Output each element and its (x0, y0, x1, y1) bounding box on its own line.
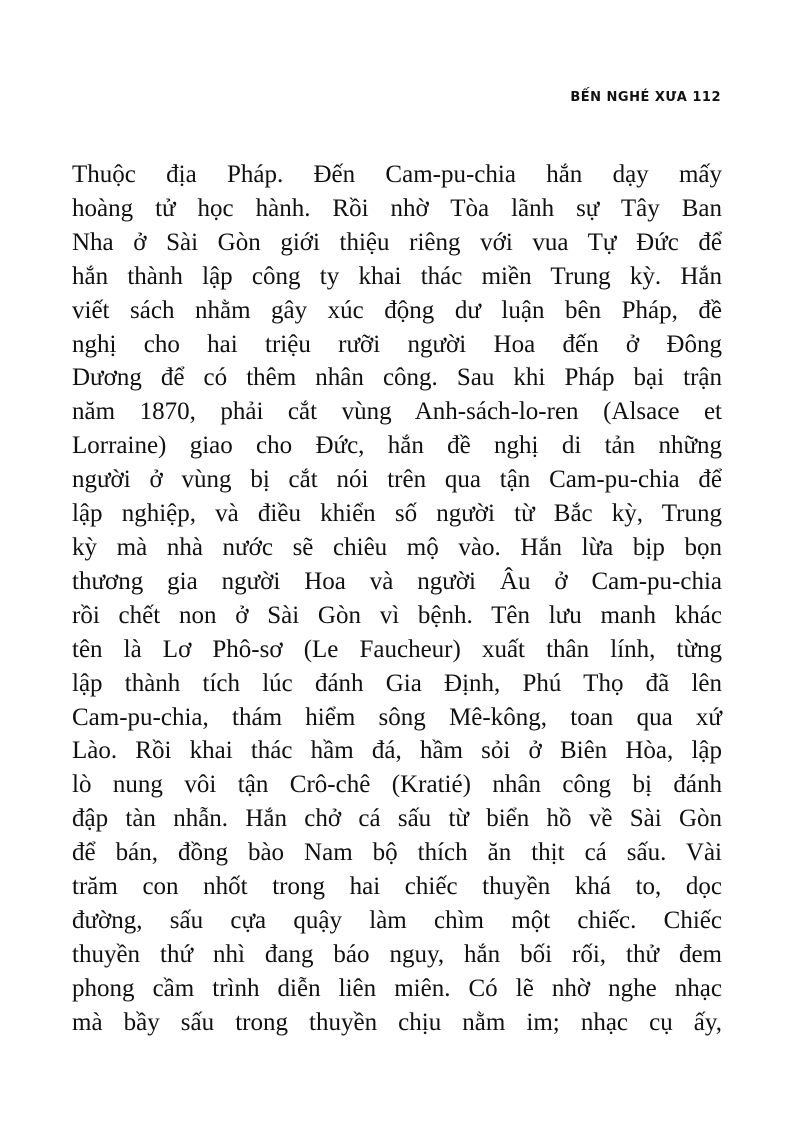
text-line: đường, sấu cựa quậy làm chìm một chiếc. Chiếc (72, 906, 722, 934)
text-line: rồi chết non ở Sài Gòn vì bệnh. Tên lưu manh khác (72, 601, 722, 629)
text-line: trăm con nhốt trong hai chiếc thuyền khá to, dọc (72, 873, 722, 901)
text-line: nghị cho hai triệu rưỡi người Hoa đến ở Đông (72, 330, 722, 358)
text-line: lò nung vôi tận Crô-chê (Kratié) nhân công bị đánh (72, 771, 722, 799)
text-line: Nha ở Sài Gòn giới thiệu riêng với vua Tự Đức để (72, 228, 722, 256)
text-line: lập thành tích lúc đánh Gia Định, Phú Thọ đã lên (72, 669, 722, 697)
body-text (72, 158, 722, 1040)
text-line: kỳ mà nhà nước sẽ chiêu mộ vào. Hắn lừa bịp bọn (72, 533, 722, 561)
text-line: Cam-pu-chia, thám hiểm sông Mê-kông, toan qua xứ (72, 703, 722, 731)
text-line: thuyền thứ nhì đang báo nguy, hắn bối rối, thử đem (72, 940, 722, 968)
text-line: lập nghiệp, và điều khiển số người từ Bắc kỳ, Trung (72, 500, 722, 528)
text-line: Dương để có thêm nhân công. Sau khi Pháp bại trận (72, 364, 722, 392)
text-line: tên là Lơ Phô-sơ (Le Faucheur) xuất thân lính, từng (72, 635, 722, 663)
text-line: thương gia người Hoa và người Âu ở Cam-pu-chia (72, 567, 722, 595)
text-line: Lorraine) giao cho Đức, hắn đề nghị di tản những (72, 432, 722, 460)
text-line: hoàng tử học hành. Rồi nhờ Tòa lãnh sự Tây Ban (72, 194, 722, 222)
text-line: Lào. Rồi khai thác hầm đá, hầm sỏi ở Biên Hòa, lập (72, 737, 722, 765)
text-line: mà bầy sấu trong thuyền chịu nằm im; nhạc cụ ấy, (72, 1008, 722, 1036)
text-line: đập tàn nhẫn. Hắn chở cá sấu từ biển hồ về Sài Gòn (72, 805, 722, 833)
text-line: viết sách nhằm gây xúc động dư luận bên Pháp, đề (72, 296, 722, 324)
text-line: người ở vùng bị cắt nói trên qua tận Cam-pu-chia để (72, 466, 722, 494)
running-header: BẾN NGHÉ XƯA 112 (570, 90, 721, 105)
text-line: Thuộc địa Pháp. Đến Cam-pu-chia hắn dạy mấy (72, 161, 722, 188)
text-line: phong cầm trình diễn liên miên. Có lẽ nhờ nghe nhạc (72, 974, 722, 1002)
text-line: để bán, đồng bào Nam bộ thích ăn thịt cá sấu. Vài (72, 839, 722, 867)
text-line: năm 1870, phải cắt vùng Anh-sách-lo-ren (Alsace et (72, 398, 722, 426)
text-line: hắn thành lập công ty khai thác miền Trung kỳ. Hắn (72, 262, 722, 290)
